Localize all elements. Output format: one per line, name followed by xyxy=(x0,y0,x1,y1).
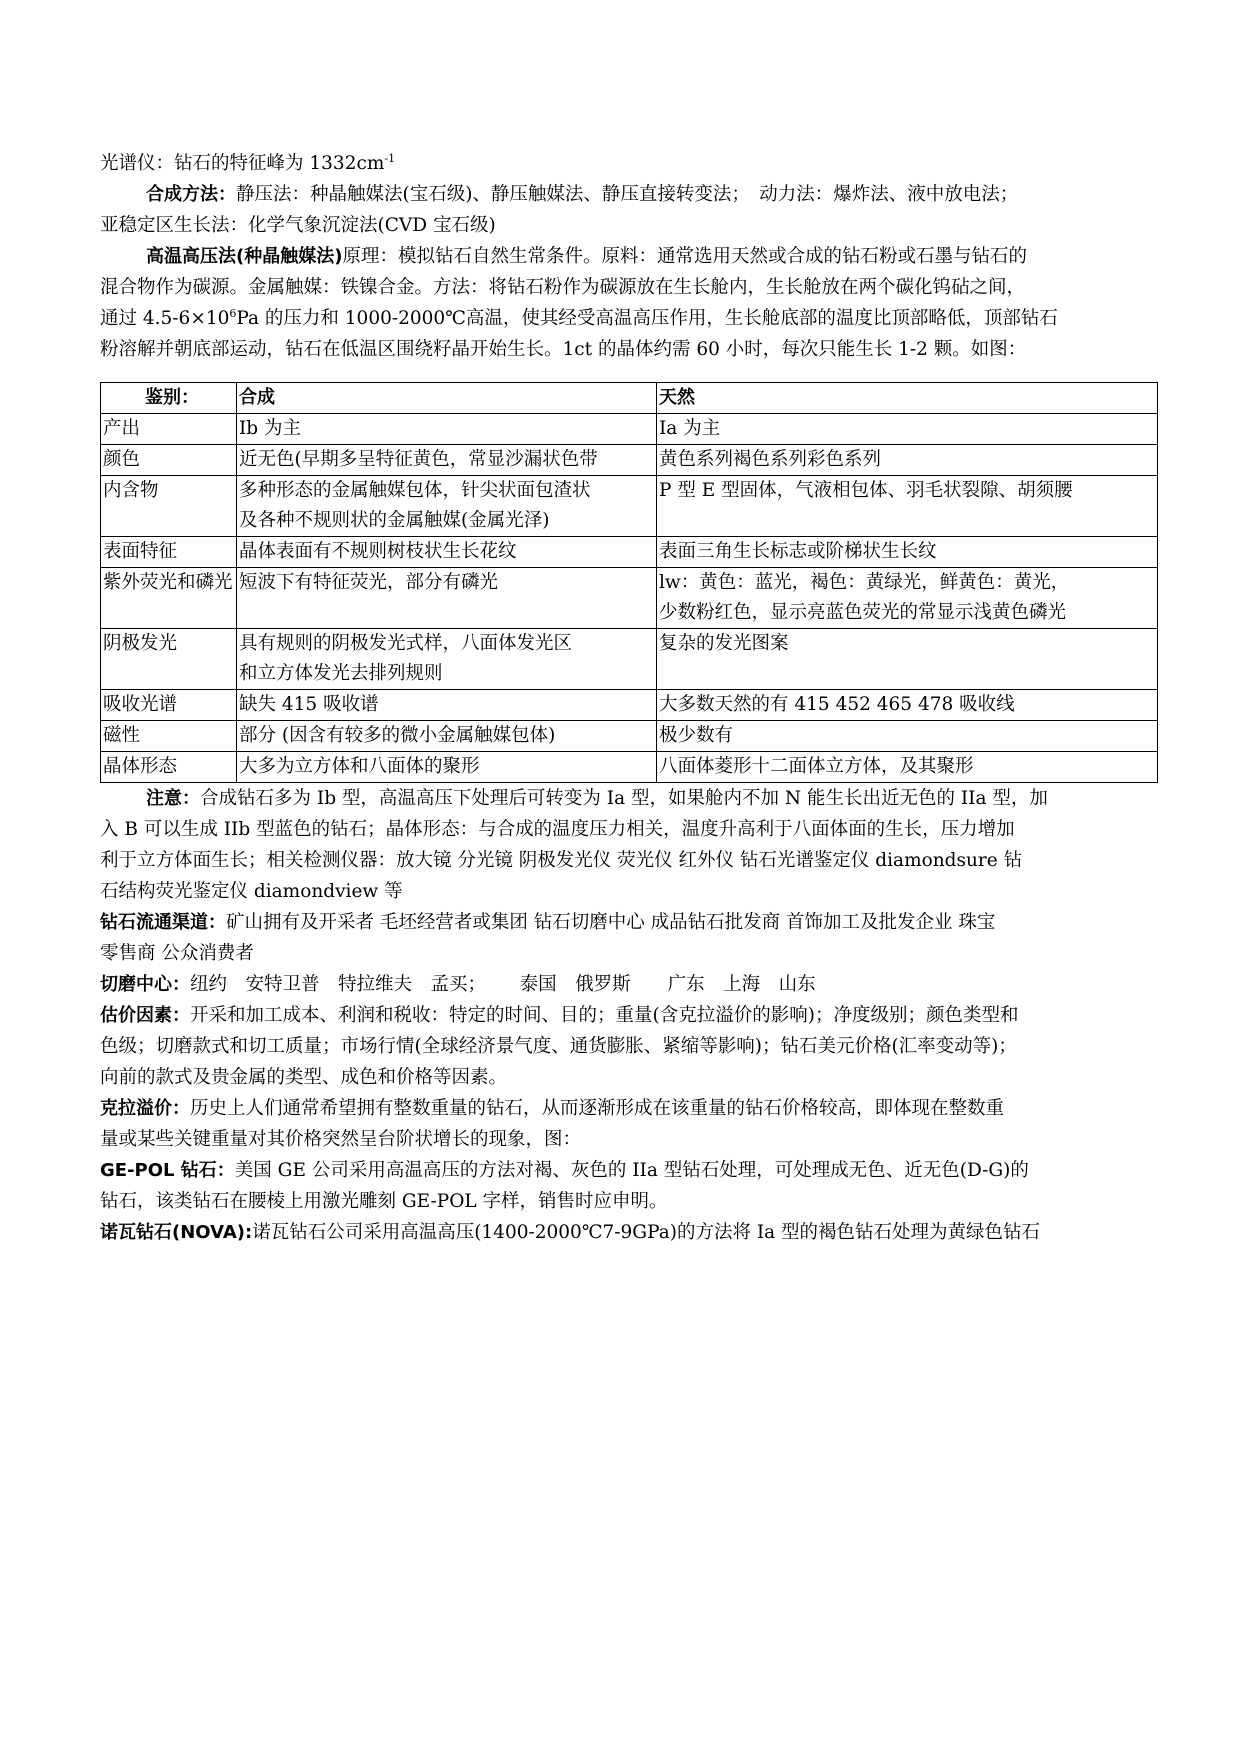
row-natural xyxy=(657,445,1158,476)
row-property: 紫外荧光和磷光 xyxy=(101,568,237,629)
cell-line: 具有规则的阴极发光式样，八面体发光区 xyxy=(239,633,573,654)
hpht-line2: 混合物作为碳源。金属触媒：铁镍合金。方法：将钻石粉作为碳源放在生长舱内，生长舱放在两个碳化钨砧之间， xyxy=(100,277,1026,298)
row-natural xyxy=(657,476,1158,537)
cell-line: 黄色系列褐色系列彩色系列 xyxy=(659,449,882,470)
table-row xyxy=(101,445,1158,476)
row-natural xyxy=(657,629,1158,690)
pricing-paragraph: 估价因素：开采和加工成本、利润和税收：特定的时间、目的；重量(含克拉溢价的影响)；净度级别；颜色类型和 xyxy=(100,1005,1019,1026)
row-synthetic xyxy=(237,721,657,752)
cell-line: 多种形态的金属触媒包体，针尖状面包渣状 xyxy=(239,480,591,501)
header-synthetic: 合成 xyxy=(237,383,657,414)
table-row xyxy=(101,568,1158,629)
note-line2: 入 B 可以生成 IIb 型蓝色的钻石；晶体形态：与合成的温度压力相关，温度升高利于八面体面的生长，压力增加 xyxy=(100,819,1015,840)
table-row xyxy=(101,629,1158,690)
nova-paragraph: 诺瓦钻石(NOVA):诺瓦钻石公司采用高温高压(1400-2000℃7-9GPa)的方法将 Ia 型的褐色钻石处理为黄绿色钻石 xyxy=(100,1222,1041,1243)
row-natural xyxy=(657,537,1158,568)
cell-line: 大多为立方体和八面体的聚形 xyxy=(239,756,480,777)
row-natural xyxy=(657,568,1158,629)
premium-paragraph: 克拉溢价：历史上人们通常希望拥有整数重量的钻石，从而逐渐形成在该重量的钻石价格较高，即体现在整数重 xyxy=(100,1098,1005,1119)
cell-line: 表面三角生长标志或阶梯状生长纹 xyxy=(659,541,937,562)
table-row xyxy=(101,752,1158,783)
pricing-line3: 向前的款式及贵金属的类型、成色和价格等因素。 xyxy=(100,1067,508,1088)
table-row xyxy=(101,414,1158,445)
centers-paragraph: 切磨中心：纽约 安特卫普 特拉维夫 孟买； 泰国 俄罗斯 广东 上海 山东 xyxy=(100,974,816,995)
row-synthetic xyxy=(237,476,657,537)
channels-line2: 零售商 公众消费者 xyxy=(100,943,254,964)
row-natural xyxy=(657,414,1158,445)
table-row xyxy=(101,721,1158,752)
cell-line: Ia 为主 xyxy=(659,418,721,439)
synthesis-label: 合成方法： xyxy=(146,184,236,205)
premium-label: 克拉溢价： xyxy=(100,1098,190,1119)
identification-table xyxy=(100,382,1158,783)
row-property: 晶体形态 xyxy=(101,752,237,783)
cell-line xyxy=(239,598,654,628)
synthesis-methods: 合成方法：静压法：种晶触媒法(宝石级)、静压触媒法、静压直接转变法； 动力法：爆炸法、液中放电法； xyxy=(146,184,1019,205)
cell-line: 近无色(早期多呈特征黄色，常显沙漏状色带 xyxy=(239,449,598,470)
table-row xyxy=(101,476,1158,537)
cell-line: 部分 (因含有较多的微小金属触媒包体) xyxy=(239,725,556,746)
cell-line: 极少数有 xyxy=(659,725,734,746)
table-row xyxy=(101,537,1158,568)
cell-line xyxy=(659,659,1155,689)
header-identification: 鉴别： xyxy=(101,383,237,414)
cell-line: 八面体菱形十二面体立方体，及其聚形 xyxy=(659,756,974,777)
premium-line2: 量或某些关键重量对其价格突然呈台阶状增长的现象，图： xyxy=(100,1129,582,1150)
document-page xyxy=(100,148,1180,1248)
row-synthetic xyxy=(237,629,657,690)
row-property: 颜色 xyxy=(101,445,237,476)
channels-label: 钻石流通渠道： xyxy=(100,912,226,933)
cell-line: 少数粉红色，显示亮蓝色荧光的常显示浅黄色磷光 xyxy=(659,602,1067,623)
row-property: 表面特征 xyxy=(101,537,237,568)
note-label: 注意： xyxy=(146,788,200,809)
cell-line: 短波下有特征荧光，部分有磷光 xyxy=(239,572,499,593)
hpht-label: 高温高压法(种晶触媒法) xyxy=(146,246,343,267)
table-row xyxy=(101,690,1158,721)
row-synthetic xyxy=(237,752,657,783)
row-property: 磁性 xyxy=(101,721,237,752)
cell-line: 复杂的发光图案 xyxy=(659,633,789,654)
table-header-row xyxy=(101,383,1158,414)
note-line4: 石结构荧光鉴定仪 diamondview 等 xyxy=(100,881,403,902)
cell-line: 大多数天然的有 415 452 465 478 吸收线 xyxy=(659,694,1015,715)
gepol-line2: 钻石，该类钻石在腰棱上用激光雕刻 GE-POL 字样，销售时应申明。 xyxy=(100,1191,668,1212)
row-natural xyxy=(657,690,1158,721)
nova-label: 诺瓦钻石(NOVA): xyxy=(100,1222,253,1243)
row-synthetic xyxy=(237,537,657,568)
cell-line: P 型 E 型固体，气液相包体、羽毛状裂隙、胡须腰 xyxy=(659,480,1073,501)
row-property: 阴极发光 xyxy=(101,629,237,690)
centers-label: 切磨中心： xyxy=(100,974,190,995)
gepol-label: GE-POL 钻石： xyxy=(100,1160,235,1181)
row-property: 内含物 xyxy=(101,476,237,537)
cell-line: 缺失 415 吸收谱 xyxy=(239,694,379,715)
pricing-label: 估价因素： xyxy=(100,1005,190,1026)
cell-line: 和立方体发光去排列规则 xyxy=(239,663,443,684)
synthesis-methods-cont: 亚稳定区生长法：化学气象沉淀法(CVD 宝石级) xyxy=(100,215,496,236)
cell-line xyxy=(659,506,1155,536)
spectrometer-line: 光谱仪：钻石的特征峰为 $1332cm^{-1}$ xyxy=(100,152,396,174)
cell-line: Ib 为主 xyxy=(239,418,302,439)
row-property: 产出 xyxy=(101,414,237,445)
note-line3: 利于立方体面生长；相关检测仪器：放大镜 分光镜 阴极发光仪 荧光仪 红外仪 钻石光谱鉴定仪 diamondsure 钻 xyxy=(100,850,1023,871)
row-natural xyxy=(657,721,1158,752)
row-synthetic xyxy=(237,568,657,629)
gepol-paragraph: GE-POL 钻石：美国 GE 公司采用高温高压的方法对褐、灰色的 IIa 型钻石处理，可处理成无色、近无色(D-G)的 xyxy=(100,1160,1029,1181)
row-natural xyxy=(657,752,1158,783)
note-paragraph: 注意：合成钻石多为 Ib 型，高温高压下处理后可转变为 Ia 型，如果舱内不加 N 能生长出近无色的 IIa 型，加 xyxy=(146,788,1048,809)
row-property: 吸收光谱 xyxy=(101,690,237,721)
hpht-line3: 通过 $4.5-6\times 10^6Pa$ 的压力和 1000-2000℃高温，使其经受高温高压作用，生长舱底部的温度比顶部略低，顶部钻石 xyxy=(100,307,1058,329)
hpht-line4: 粉溶解并朝底部运动，钻石在低温区围绕籽晶开始生长。1ct 的晶体约需 60 小时，每次只能生长 1-2 颗。如图： xyxy=(100,339,1027,360)
cell-line: lw：黄色：蓝光，褐色：黄绿光，鲜黄色：黄光， xyxy=(659,572,1070,593)
cell-line: 及各种不规则状的金属触媒(金属光泽) xyxy=(239,510,550,531)
row-synthetic xyxy=(237,414,657,445)
cell-line: 晶体表面有不规则树枝状生长花纹 xyxy=(239,541,517,562)
channels-paragraph: 钻石流通渠道：矿山拥有及开采者 毛坯经营者或集团 钻石切磨中心 成品钻石批发商 首饰加工及批发企业 珠宝 xyxy=(100,912,996,933)
header-natural: 天然 xyxy=(657,383,1158,414)
hpht-paragraph: 高温高压法(种晶触媒法)原理：模拟钻石自然生常条件。原料：通常选用天然或合成的钻石粉或石墨与钻石的 xyxy=(146,246,1027,267)
row-synthetic xyxy=(237,445,657,476)
row-synthetic xyxy=(237,690,657,721)
pricing-line2: 色级；切磨款式和切工质量；市场行情(全球经济景气度、通货膨胀、紧缩等影响)；钻石美元价格(汇率变动等)； xyxy=(100,1036,1017,1057)
